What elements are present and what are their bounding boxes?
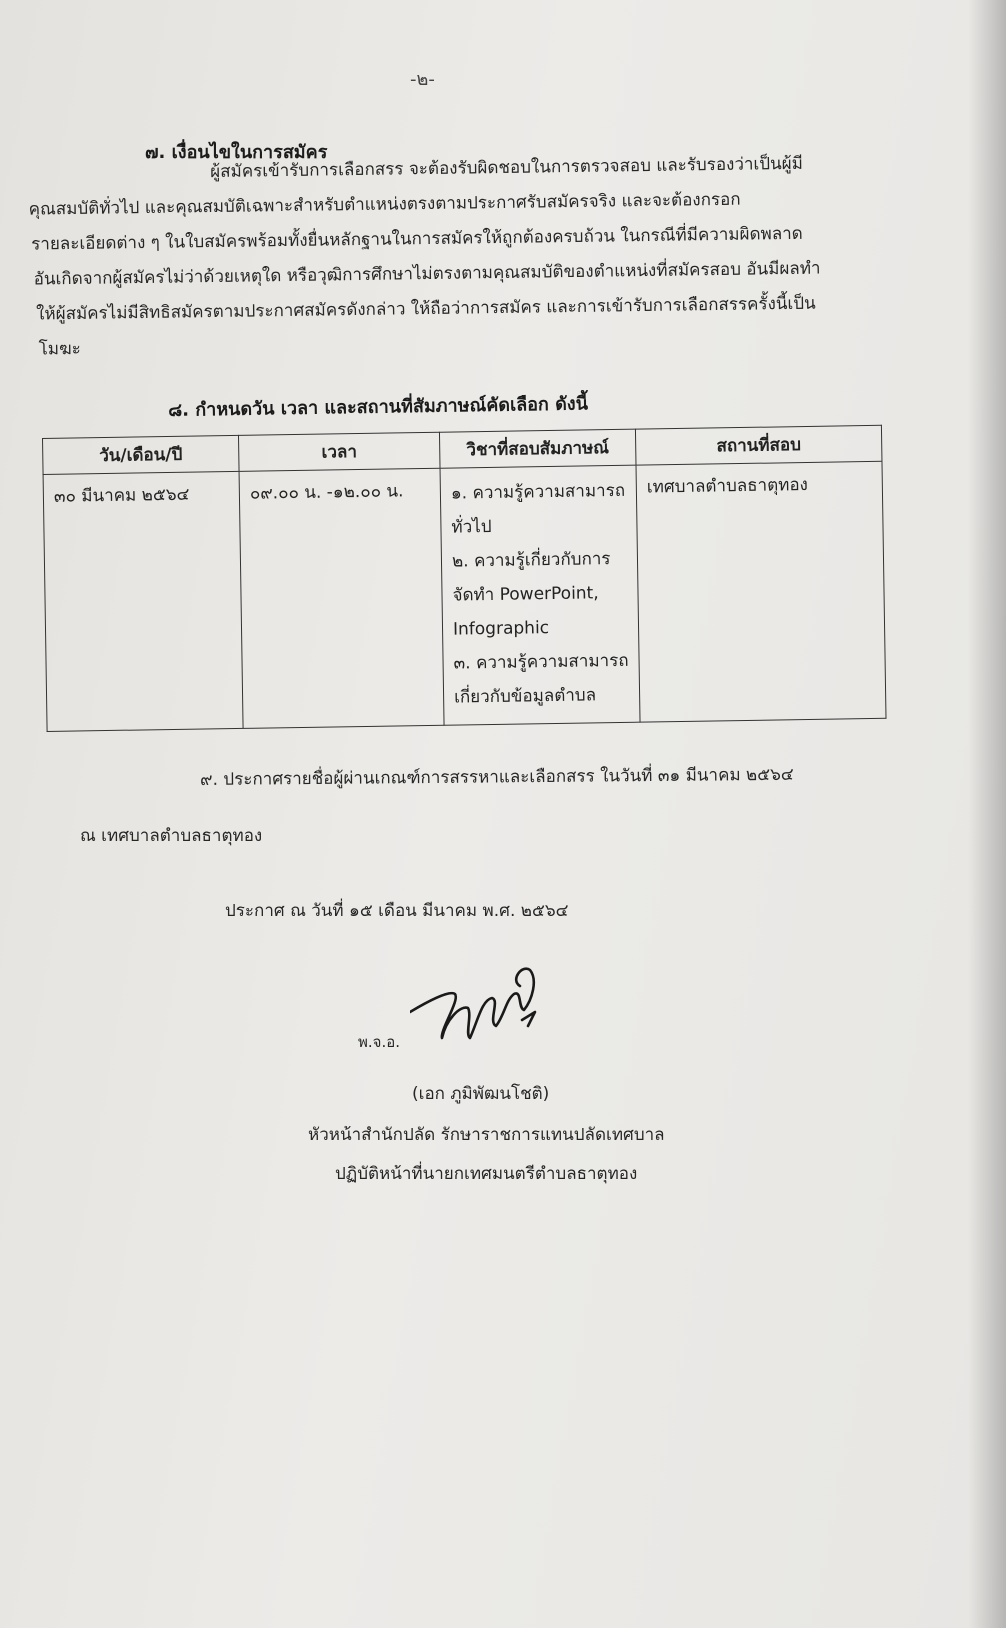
header-subject: วิชาที่สอบสัมภาษณ์	[439, 429, 636, 468]
signer-rank: พ.จ.อ.	[358, 1033, 400, 1051]
cell-time: ๐๙.๐๐ น. -๑๒.๐๐ น.	[239, 468, 444, 728]
section7-heading: ๗. เงื่อนไขในการสมัคร	[145, 142, 328, 163]
page-edge-shadow	[968, 0, 1006, 1628]
section8-heading: ๘. กำหนดวัน เวลา และสถานที่สัมภาษณ์คัดเลือก ดังนี้	[168, 393, 589, 421]
signer-name: (เอก ภูมิพัฒนโชติ)	[412, 1084, 550, 1104]
section7-line: รายละเอียดต่าง ๆ ในใบสมัครพร้อมทั้งยื่นหลักฐานในการสมัครให้ถูกต้องครบถ้วน ในกรณีที่มีความผิดพลาด	[31, 223, 803, 255]
section7-line: อันเกิดจากผู้สมัครไม่ว่าด้วยเหตุใด หรือวุฒิการศึกษาไม่ตรงตามคุณสมบัติของตำแหน่งที่สมัครสอบ อันมีผลทำ	[33, 258, 821, 290]
subject-line: ๒. ความรู้เกี่ยวกับการ	[451, 549, 611, 572]
subject-line: ๑. ความรู้ความสามารถ	[450, 480, 626, 504]
section7-line: ให้ผู้สมัครไม่มีสิทธิสมัครตามประกาศสมัครดังกล่าว ให้ถือว่าการสมัคร และการเข้ารับการเลือกสรรครั้งนี้เป็น	[36, 293, 816, 325]
subject-line: จัดทำ PowerPoint,	[452, 583, 599, 606]
section7-line: คุณสมบัติทั่วไป และคุณสมบัติเฉพาะสำหรับตำแหน่งตรงตามประกาศรับสมัครจริง และจะต้องกรอก	[28, 189, 741, 220]
subject-line: Infographic	[452, 618, 550, 640]
section7-line: ผู้สมัครเข้ารับการเลือกสรร จะต้องรับผิดชอบในการตรวจสอบ และรับรองว่าเป็นผู้มี	[210, 153, 804, 183]
section7-line: โมฆะ	[38, 338, 81, 360]
header-date: วัน/เดือน/ปี	[43, 435, 240, 474]
subject-line: ทั่วไป	[451, 516, 492, 538]
section9-line2: ณ เทศบาลตำบลธาตุทอง	[80, 826, 263, 846]
announcement-date: ประกาศ ณ วันที่ ๑๕ เดือน มีนาคม พ.ศ. ๒๕๖๔	[225, 901, 569, 921]
table-row	[43, 461, 886, 731]
signer-title-1: หัวหน้าสำนักปลัด รักษาราชการแทนปลัดเทศบาล	[308, 1125, 665, 1145]
section9-line1: ๙. ประกาศรายชื่อผู้ผ่านเกณฑ์การสรรหาและเลือกสรร ในวันที่ ๓๑ มีนาคม ๒๕๖๔	[200, 764, 794, 790]
cell-date: ๓๐ มีนาคม ๒๕๖๔	[43, 471, 243, 731]
signer-title-2: ปฏิบัติหน้าที่นายกเทศมนตรีตำบลธาตุทอง	[335, 1164, 638, 1184]
header-time: เวลา	[238, 432, 440, 471]
cell-venue: เทศบาลตำบลธาตุทอง	[636, 461, 886, 722]
cell-subjects	[440, 465, 640, 725]
handwritten-signature	[410, 960, 570, 1050]
interview-schedule-table	[42, 425, 887, 732]
subject-line: เกี่ยวกับข้อมูลตำบล	[453, 685, 597, 708]
header-venue: สถานที่สอบ	[635, 425, 882, 465]
section7-paragraph	[0, 147, 822, 368]
page-number: -๒-	[410, 69, 435, 90]
subject-line: ๓. ความรู้ความสามารถ	[453, 650, 629, 674]
